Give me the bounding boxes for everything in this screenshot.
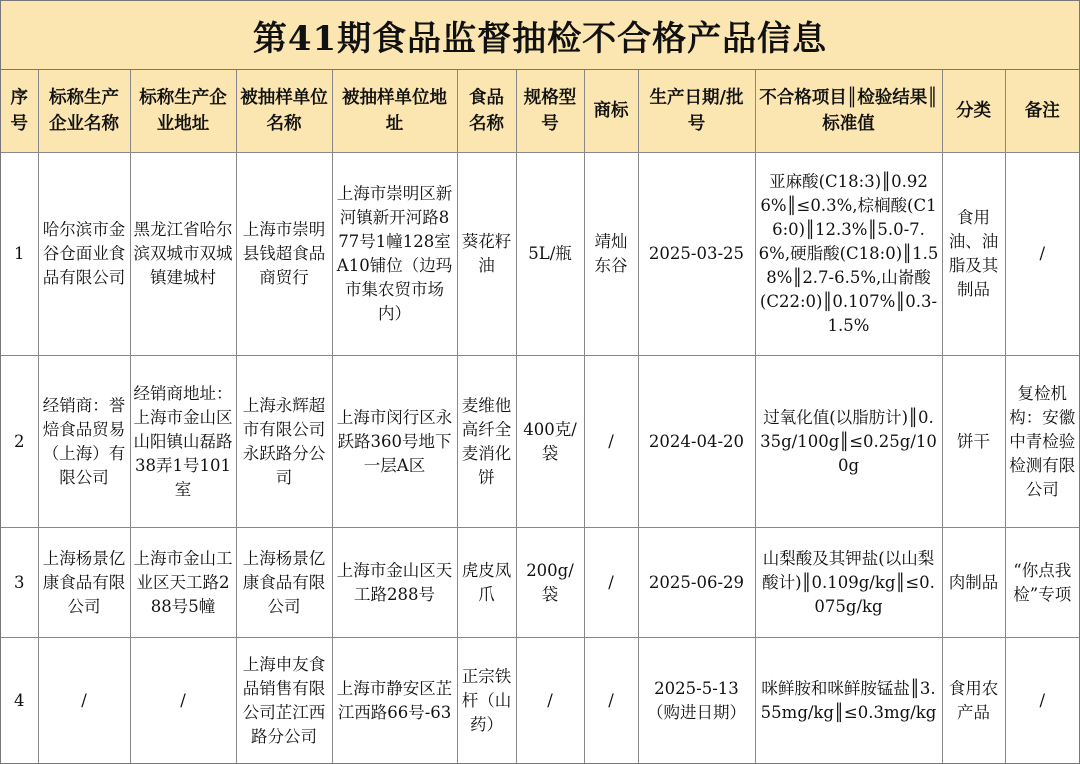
failed-items: 过氧化值(以脂肪计)║0.35g/100g║≤0.25g/100g — [755, 356, 942, 528]
spec-model: 400克/袋 — [516, 356, 584, 528]
header-cell: 被抽样单位名称 — [236, 70, 332, 153]
brand: / — [584, 638, 638, 764]
table-row — [1, 638, 1079, 764]
brand: 靖灿东谷 — [584, 153, 638, 356]
producer-address: 上海市金山工业区天工路288号5幢 — [130, 528, 236, 638]
header-cell: 规格型号 — [516, 70, 584, 153]
note: 复检机构：安徽中青检验检测有限公司 — [1005, 356, 1079, 528]
sampled-unit-name: 上海杨景亿康食品有限公司 — [236, 528, 332, 638]
header-cell: 被抽样单位地址 — [332, 70, 457, 153]
production-date: 2025-03-25 — [638, 153, 755, 356]
failed-items: 咪鲜胺和咪鲜胺锰盐║3.55mg/kg║≤0.3mg/kg — [755, 638, 942, 764]
sampled-unit-address: 上海市金山区天工路288号 — [332, 528, 457, 638]
producer-address: / — [130, 638, 236, 764]
food-name: 正宗铁杆（山药） — [457, 638, 516, 764]
failed-items: 山梨酸及其钾盐(以山梨酸计)║0.109g/kg║≤0.075g/kg — [755, 528, 942, 638]
brand: / — [584, 528, 638, 638]
table-row — [1, 153, 1079, 356]
sampled-unit-name: 上海永辉超市有限公司永跃路分公司 — [236, 356, 332, 528]
header-cell: 生产日期/批号 — [638, 70, 755, 153]
spec-model: 200g/袋 — [516, 528, 584, 638]
category: 食用油、油脂及其制品 — [942, 153, 1005, 356]
note: / — [1005, 153, 1079, 356]
spec-model: 5L/瓶 — [516, 153, 584, 356]
note: / — [1005, 638, 1079, 764]
sampled-unit-address: 上海市崇明区新河镇新开河路877号1幢128室A10铺位（边玛市集农贸市场内） — [332, 153, 457, 356]
sampled-unit-name: 上海市崇明县钱超食品商贸行 — [236, 153, 332, 356]
sampled-unit-address: 上海市静安区芷江西路66号-63 — [332, 638, 457, 764]
header-cell: 序号 — [1, 70, 38, 153]
header-cell: 标称生产企业名称 — [38, 70, 130, 153]
producer-name: 上海杨景亿康食品有限公司 — [38, 528, 130, 638]
header-cell: 备注 — [1005, 70, 1079, 153]
producer-name: 哈尔滨市金谷仓面业食品有限公司 — [38, 153, 130, 356]
row-number: 2 — [1, 356, 38, 528]
spec-model: / — [516, 638, 584, 764]
producer-name: 经销商：誉焙食品贸易（上海）有限公司 — [38, 356, 130, 528]
category: 食用农产品 — [942, 638, 1005, 764]
production-date: 2024-04-20 — [638, 356, 755, 528]
food-name: 葵花籽油 — [457, 153, 516, 356]
food-name: 虎皮凤爪 — [457, 528, 516, 638]
note: “你点我检”专项 — [1005, 528, 1079, 638]
producer-address: 经销商地址： 上海市金山区山阳镇山磊路38弄1号101室 — [130, 356, 236, 528]
food-name: 麦维他高纤全麦消化饼 — [457, 356, 516, 528]
failed-items: 亚麻酸(C18:3)║0.926%║≤0.3%,棕榈酸(C16:0)║12.3%║5.0-7.6%,硬脂酸(C18:0)║1.58%║2.7-6.5%,山嵛酸(C22:0)║0.107%║0.3-1.5% — [755, 153, 942, 356]
brand: / — [584, 356, 638, 528]
producer-name: / — [38, 638, 130, 764]
category: 肉制品 — [942, 528, 1005, 638]
production-date: 2025-5-13（购进日期） — [638, 638, 755, 764]
production-date: 2025-06-29 — [638, 528, 755, 638]
row-number: 4 — [1, 638, 38, 764]
sampled-unit-name: 上海申友食品销售有限公司芷江西路分公司 — [236, 638, 332, 764]
page-title: 第41期食品监督抽检不合格产品信息 — [1, 1, 1079, 70]
header-cell: 食品名称 — [457, 70, 516, 153]
row-number: 1 — [1, 153, 38, 356]
header-row — [1, 70, 1079, 153]
producer-address: 黑龙江省哈尔滨双城市双城镇建城村 — [130, 153, 236, 356]
results-table — [1, 70, 1079, 763]
table-row — [1, 356, 1079, 528]
header-cell: 商标 — [584, 70, 638, 153]
row-number: 3 — [1, 528, 38, 638]
category: 饼干 — [942, 356, 1005, 528]
header-cell: 标称生产企业地址 — [130, 70, 236, 153]
table-row — [1, 528, 1079, 638]
sampled-unit-address: 上海市闵行区永跃路360号地下一层A区 — [332, 356, 457, 528]
header-cell: 不合格项目║检验结果║标准值 — [755, 70, 942, 153]
header-cell: 分类 — [942, 70, 1005, 153]
